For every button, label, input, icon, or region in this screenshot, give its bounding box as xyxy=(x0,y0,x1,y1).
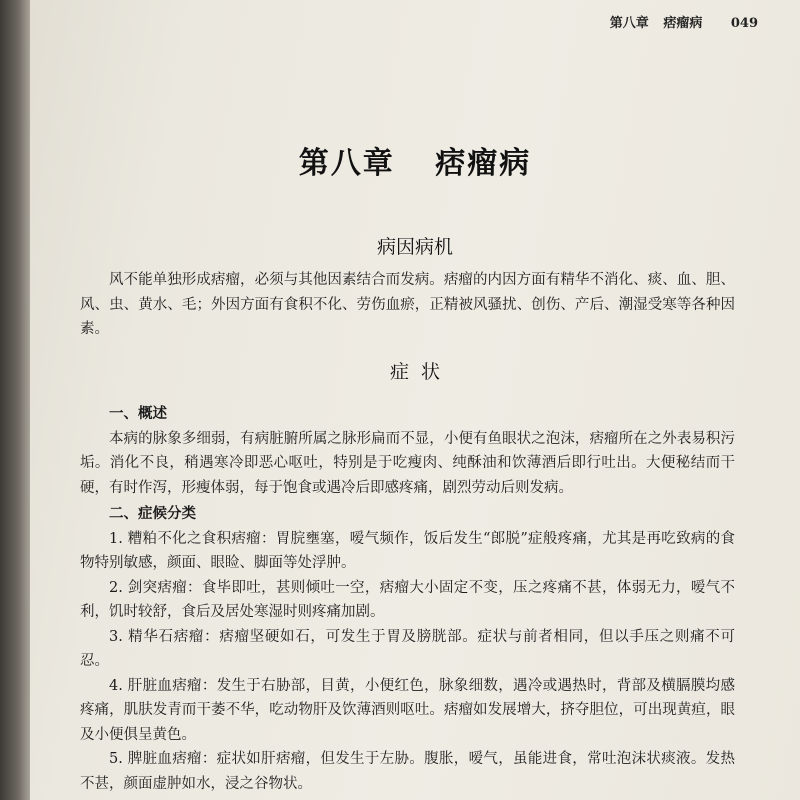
header-page-number: 049 xyxy=(730,16,758,31)
section-title-symptoms: 症 状 xyxy=(389,361,441,383)
etiology-text: 风不能单独形成痞瘤，必须与其他因素结合而发病。痞瘤的内因方面有精华不消化、痰、血、胆、风、虫、黄水、毛；外因方面有食积不化、劳伤血瘀，正精被风骚扰、创伤、产后、潮湿受寒等各种因素。 xyxy=(80,272,735,337)
chapter-title xyxy=(30,138,800,182)
symptom-type-item: 3. 精华石痞瘤：痞瘤坚硬如石，可发生于胃及膀胱部。症状与前者相同，但以手压之则痛不可忍。 xyxy=(80,628,735,669)
symptoms-content xyxy=(80,400,735,796)
chapter-name: 痞瘤病 xyxy=(435,146,532,181)
symptom-type-item: 2. 剑突痞瘤：食毕即吐，甚则倾吐一空，痞瘤大小固定不变，压之疼痛不甚，体弱无力，嗳气不利，饥时较舒，食后及居处寒湿时则疼痛加剧。 xyxy=(80,579,735,620)
symptom-type-item: 4. 肝脏血痞瘤：发生于右胁部，目黄，小便红色，脉象细数，遇冷或遇热时，背部及横膈膜均感疼痛，肌肤发青而干萎不华，吃动物肝及饮薄酒则呕吐。痞瘤如发展增大，挤夺胆位，可出现黄疸，眼及小便俱呈黄色。 xyxy=(80,677,735,743)
book-page xyxy=(30,0,800,800)
chapter-number: 第八章 xyxy=(298,146,395,181)
overview-heading: 一、概述 xyxy=(109,405,167,422)
overview-paragraph: 本病的脉象多细弱，有病脏腑所属之脉形扁而不显，小便有鱼眼状之泡沫，痞瘤所在之外表易积污垢。消化不良，稍遇寒冷即恶心呕吐，特别是于吃瘦肉、纯酥油和饮薄酒后即行吐出。大便秘结而干硬，有时作泻，形瘦体弱，每于饱食或遇冷后即感疼痛，剧烈劳动后则发病。 xyxy=(80,430,735,496)
etiology-paragraph xyxy=(80,268,735,342)
book-gutter xyxy=(0,0,30,800)
header-chapter: 第八章 xyxy=(609,16,649,31)
symptom-type-item: 1. 糟粕不化之食积痞瘤：胃脘壅塞，嗳气频作，饭后发生“郎脱”症般疼痛，尤其是再吃致病的食物特别敏感，颜面、眼睑、脚面等处浮肿。 xyxy=(80,530,735,571)
running-header xyxy=(600,12,758,31)
symptom-type-item: 5. 脾脏血痞瘤：症状如肝痞瘤，但发生于左胁。腹胀，嗳气，虽能进食，常吐泡沫状痰液。发热不甚，颜面虚肿如水，浸之谷物状。 xyxy=(80,751,735,792)
header-chapter-name: 痞瘤病 xyxy=(663,16,703,31)
types-heading: 二、症候分类 xyxy=(109,505,196,522)
section-title-etiology: 病因病机 xyxy=(376,236,453,258)
